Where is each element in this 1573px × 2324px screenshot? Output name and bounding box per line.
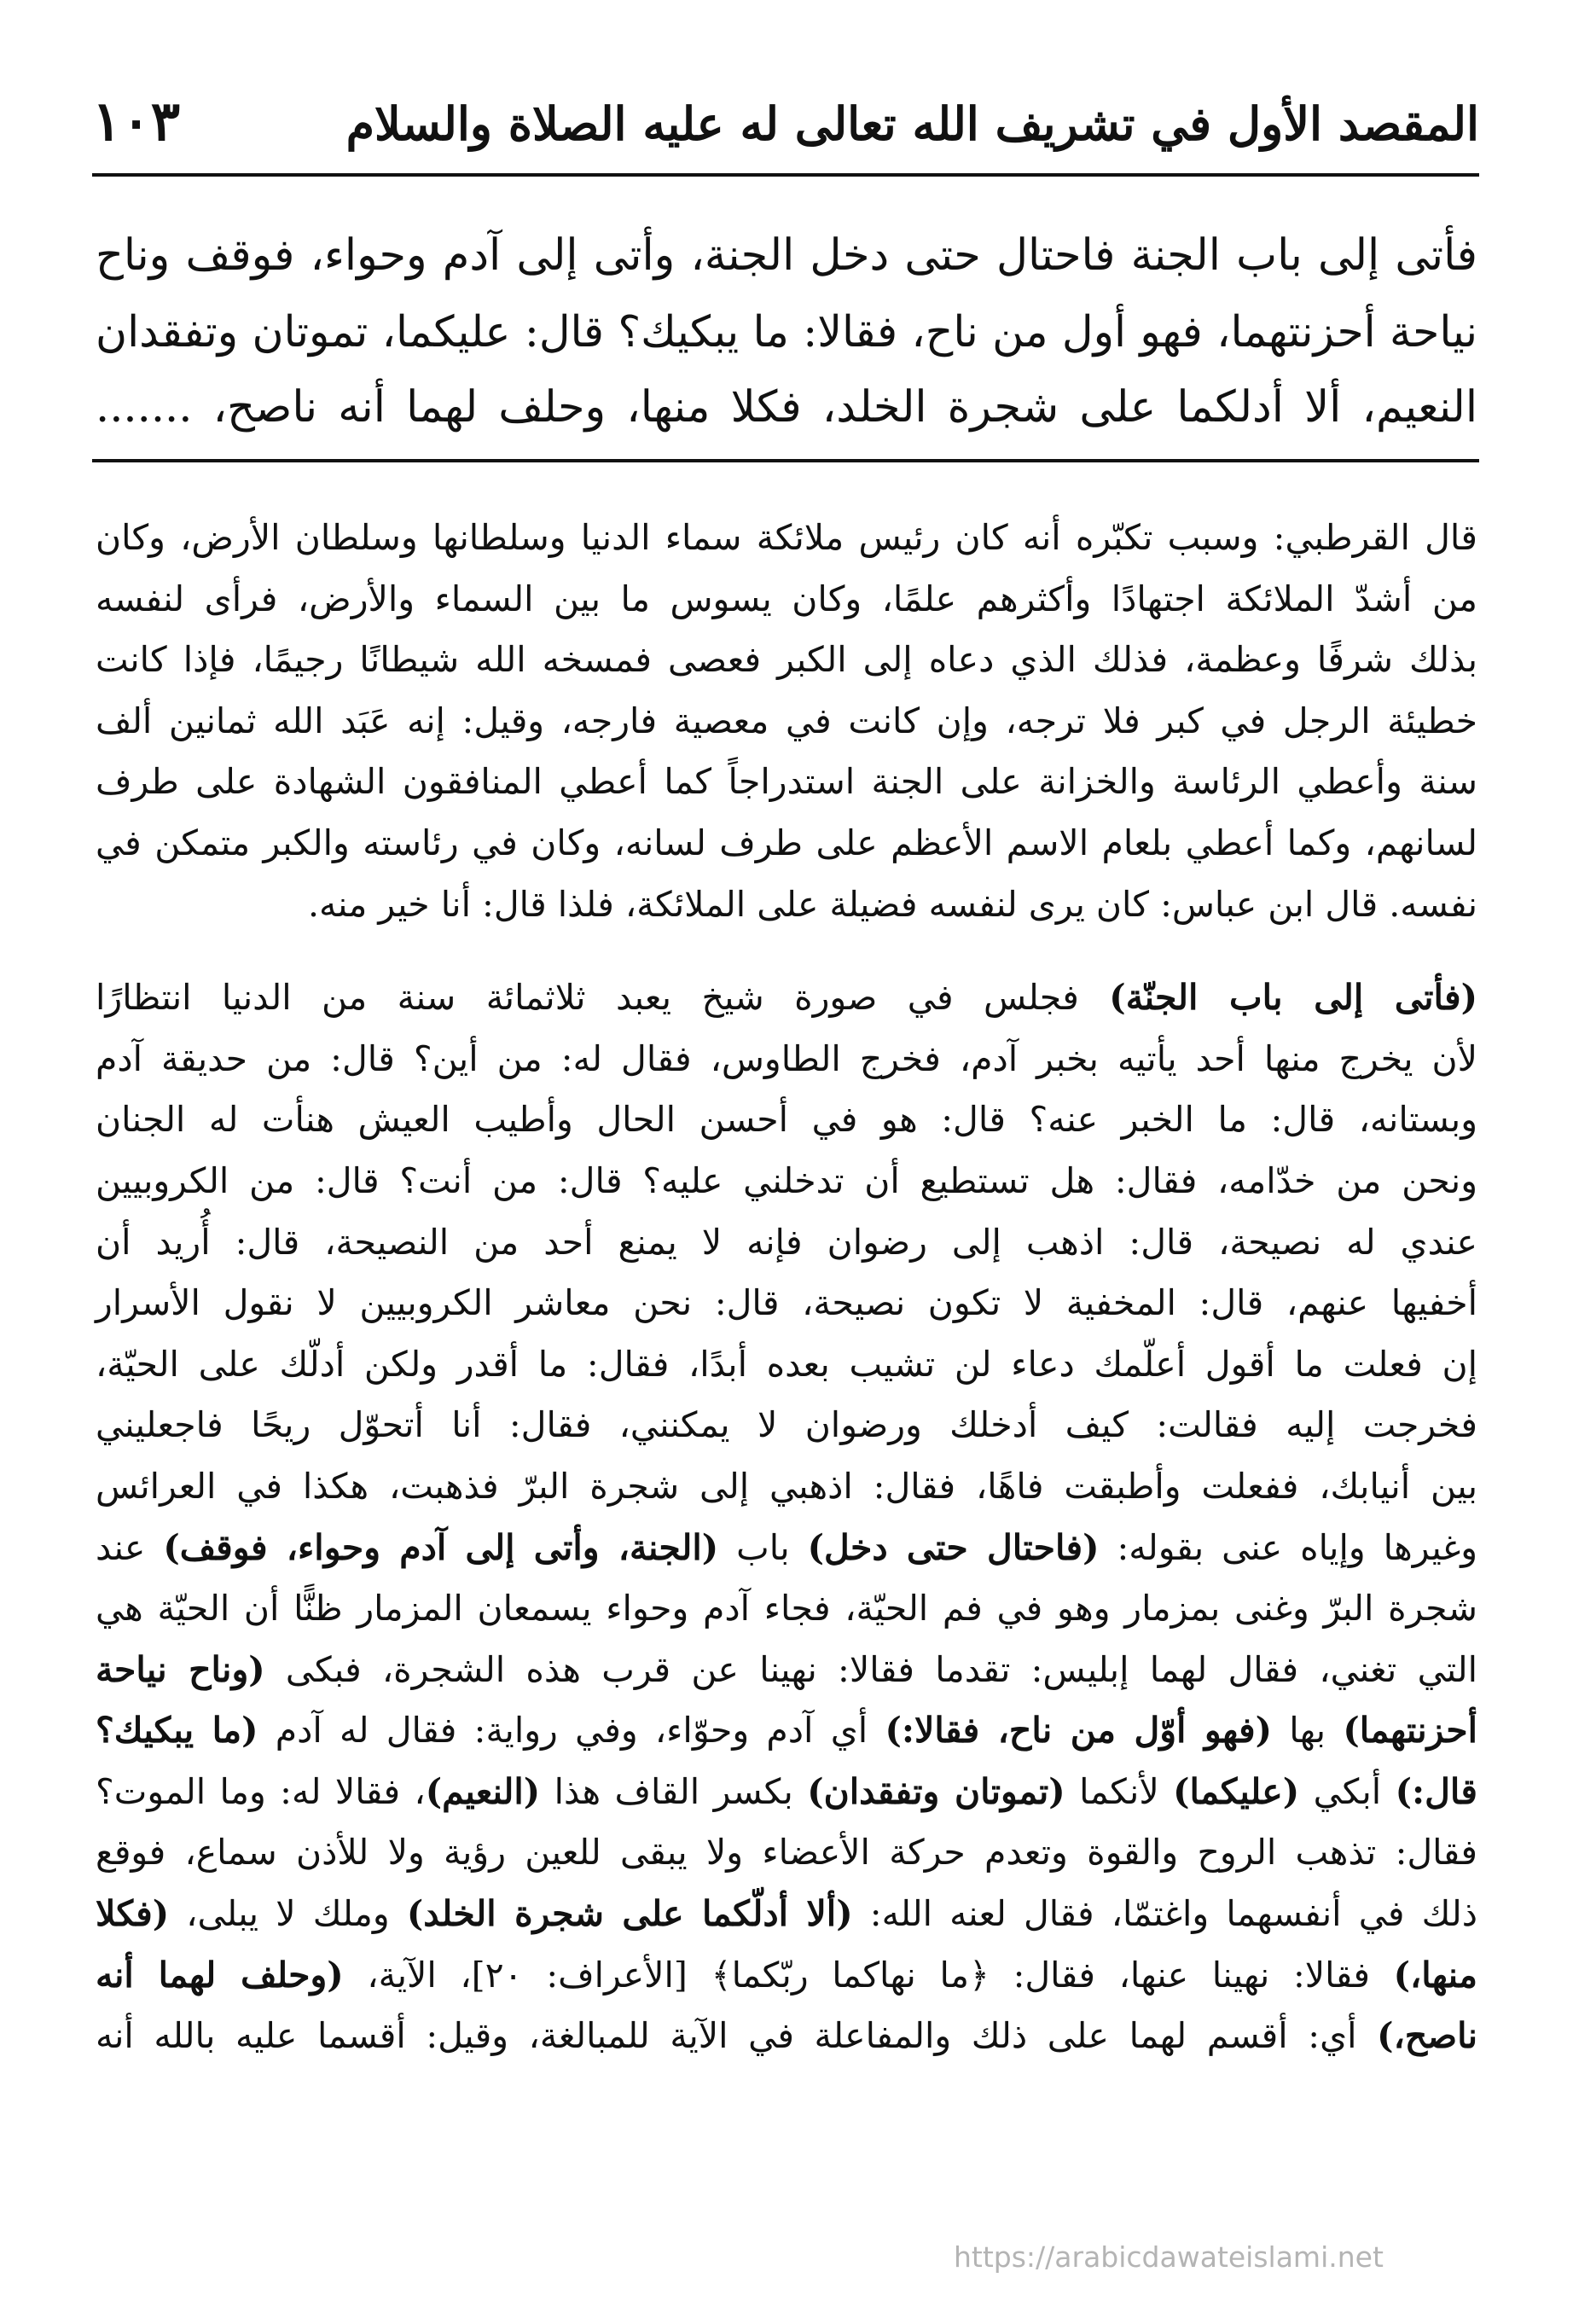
- commentary-paragraph-1: [96, 508, 1477, 935]
- quoted-matn: (تموتان وتفقدان): [807, 1770, 1065, 1812]
- quoted-matn: (فكلا: [96, 1893, 170, 1935]
- commentary-line: شجرة البرّ وغنى بمزمار وهو في فم الحيّة، فجاء آدم وحواء يسمعان المزمار ظنًّا أن الحيّة هي: [96, 1588, 1477, 1630]
- quoted-matn: (الجنة، وأتى إلى آدم وحواء، فوقف): [163, 1526, 719, 1568]
- commentary-line: [96, 1945, 1477, 2007]
- page-header: [92, 90, 1479, 166]
- commentary-line: بذلك شرفًا وعظمة، فذلك الذي دعاه إلى الكبر فعصى فمسخه الله شيطانًا رجيمًا، فإذا كانت: [96, 639, 1477, 681]
- commentary-line: من أشدّ الملائكة اجتهادًا وأكثرهم علمًا، وكان يسوس ما بين السماء والأرض، فرأى لنفسه: [96, 578, 1477, 619]
- commentary-text: بها: [1272, 1710, 1344, 1752]
- commentary-line: [96, 1700, 1477, 1762]
- commentary-line: لسانهم، وكما أعطي بلعام الاسم الأعظم على طرف لسانه، وكان في رئاسته والكبر متمكن في: [96, 822, 1477, 863]
- quoted-matn: (وناح نياحة: [96, 1648, 265, 1690]
- commentary-line: [96, 2006, 1477, 2067]
- quoted-matn: ناصح،): [1377, 2015, 1477, 2057]
- commentary-line: [96, 1640, 1477, 1701]
- quoted-matn: (ما يبكيك؟: [96, 1710, 258, 1752]
- header-divider: [92, 173, 1479, 177]
- commentary-line: إن فعلت ما أقول أعلّمك دعاء لن تشيب بعده أبدًا، فقال: ما أقدر ولكن أدلّك على الحيّة،: [96, 1343, 1477, 1385]
- main-text-block: [96, 218, 1477, 445]
- main-text-line: فأتى إلى باب الجنة فاحتال حتى دخل الجنة، وأتى إلى آدم وحواء، فوقف وناح: [96, 230, 1477, 281]
- commentary-block: [96, 508, 1477, 2067]
- quoted-matn: منها،): [1393, 1954, 1477, 1996]
- commentary-line: فخرجت إليه فقالت: كيف أدخلك ورضوان لا يمكنني، فقال: أنا أتحوّل ريحًا فاجعليني: [96, 1404, 1477, 1446]
- quoted-matn: (فاحتال حتى دخل): [807, 1526, 1100, 1568]
- quoted-matn: (ألا أدلّكما على شجرة الخلد): [406, 1893, 853, 1935]
- commentary-line: [96, 967, 1477, 1029]
- commentary-text: عند: [96, 1526, 164, 1568]
- commentary-line: لأن يخرج منها أحد يأتيه بخبر آدم، فخرج الطاوس، فقال له: من أين؟ قال: من حديقة آدم: [96, 1037, 1477, 1079]
- commentary-line: ونحن من خدّامه، فقال: هل تستطيع أن تدخلني عليه؟ قال: من أنت؟ قال: من الكروبيين: [96, 1159, 1477, 1201]
- paragraph-gap: [96, 935, 1477, 967]
- commentary-line: سنة وأعطي الرئاسة والخزانة على الجنة استدراجاً كما أعطي المنافقون الشهادة على طرف: [96, 761, 1477, 803]
- commentary-line: عندي له نصيحة، قال: اذهب إلى رضوان فإنه لا يمنع أحد من النصيحة، قال: أُريد أن: [96, 1221, 1477, 1263]
- commentary-text: وغيرها وإياه عنى بقوله:: [1099, 1526, 1477, 1568]
- quoted-matn: (فأتى إلى باب الجنّة): [1109, 977, 1477, 1019]
- commentary-text: التي تغني، فقال لهما إبليس: تقدما فقالا: نهينا عن قرب هذه الشجرة، فبكى: [264, 1648, 1477, 1690]
- commentary-text: فقالا: نهينا عنها، فقال: ﴿ما نهاكما ربّكما﴾ [الأعراف: ٢٠]، الآية،: [343, 1954, 1394, 1996]
- commentary-text: أي: أقسم لهما على ذلك والمفاعلة في الآية للمبالغة، وقيل: أقسما عليه بالله أنه: [96, 2015, 1378, 2057]
- commentary-line: نفسه. قال ابن عباس: كان يرى لنفسه فضيلة على الملائكة، فلذا قال: أنا خير منه.: [307, 883, 1477, 925]
- main-text-line: نياحة أحزنتهما، فهو أول من ناح، فقالا: ما يبكيك؟ قال: عليكما، تموتان وتفقدان: [96, 306, 1477, 357]
- commentary-line: أخفيها عنهم، قال: المخفية لا تكون نصيحة، قال: نحن معاشر الكروبيين لا نقول الأسرار: [96, 1282, 1477, 1324]
- commentary-line: قال القرطبي: وسبب تكبّره أنه كان رئيس ملائكة سماء الدنيا وسلطانها وسلطان الأرض، وكان: [96, 517, 1477, 558]
- commentary-line: [96, 1518, 1477, 1579]
- commentary-text: لأنكما: [1065, 1770, 1174, 1812]
- quoted-matn: (وحلف لهما أنه: [96, 1954, 344, 1996]
- commentary-text: باب: [718, 1526, 808, 1568]
- commentary-line: خطيئة الرجل في كبر فلا ترجه، وإن كانت في معصية فارجه، وقيل: إنه عَبَد الله ثمانين ألف: [96, 700, 1477, 741]
- quoted-matn: أحزنتهما): [1343, 1710, 1477, 1752]
- commentary-text: وملك لا يبلى،: [169, 1893, 407, 1935]
- watermark-url: https://arabicdawateislami.net: [954, 2240, 1384, 2274]
- commentary-paragraph-2: [96, 967, 1477, 2067]
- commentary-line: وبستانه، قال: ما الخبر عنه؟ قال: هو في أحسن الحال وأطيب العيش هنأت له الجنان: [96, 1099, 1477, 1141]
- commentary-text: فجلس في صورة شيخ يعبد ثلاثمائة سنة من الدنيا انتظارًا: [96, 977, 1110, 1019]
- commentary-text: ، فقالا له: وما الموت؟: [96, 1770, 426, 1812]
- quoted-matn: (النعيم): [425, 1770, 541, 1812]
- commentary-line: فقال: تذهب الروح والقوة وتعدم حركة الأعضاء ولا يبقى للعين رؤية ولا للأذن سماع، فوقع: [96, 1832, 1478, 1874]
- commentary-line: [96, 1884, 1477, 1945]
- commentary-line: بين أنيابك، ففعلت وأطبقت فاهًا، فقال: اذهبي إلى شجرة البرّ فذهبت، هكذا في العرائس: [96, 1465, 1477, 1507]
- quoted-matn: قال:): [1395, 1770, 1478, 1812]
- commentary-line: [96, 1762, 1477, 1823]
- text-commentary-divider: [92, 459, 1479, 462]
- commentary-text: بكسر القاف هذا: [540, 1770, 808, 1812]
- commentary-text: أي آدم وحوّاء، وفي رواية: فقال له آدم: [258, 1710, 885, 1752]
- main-text-line: النعيم، ألا أدلكما على شجرة الخلد، فكلا منها، وحلف لهما أنه ناصح، .......: [96, 382, 1477, 433]
- quoted-matn: (فهو أوّل من ناح، فقالا:): [885, 1710, 1273, 1752]
- commentary-text: ذلك في أنفسهما واغتمّا، فقال لعنه الله:: [852, 1893, 1477, 1935]
- commentary-text: أبكي: [1299, 1770, 1396, 1812]
- page-number: ١٠٣: [92, 90, 181, 154]
- quoted-matn: (عليكما): [1173, 1770, 1300, 1812]
- running-title: المقصد الأول في تشريف الله تعالى له عليه الصلاة والسلام: [345, 96, 1479, 151]
